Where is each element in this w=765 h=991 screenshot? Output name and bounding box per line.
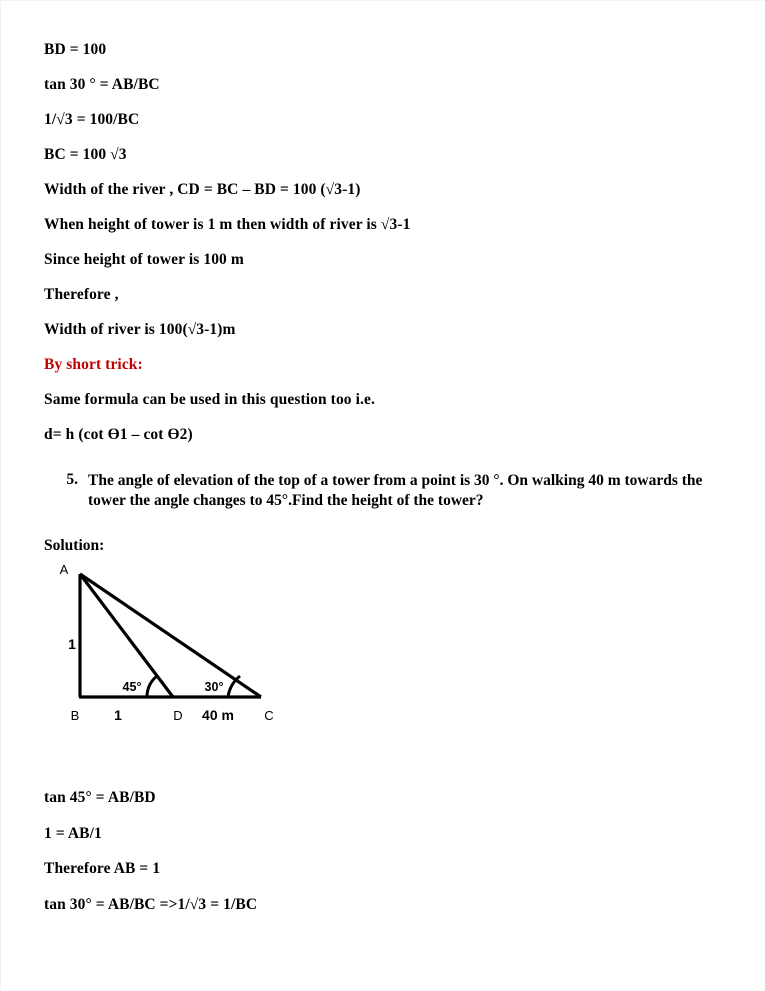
- question-item: [44, 462, 720, 512]
- triangle-diagram-svg: [44, 552, 304, 737]
- short-trick-line: Same formula can be used in this question too i.e.: [44, 391, 375, 408]
- vertex-label-C: C: [264, 708, 274, 723]
- triangle-figure: [44, 552, 304, 737]
- vertex-label-D: D: [173, 708, 183, 723]
- solution-label: Solution:: [44, 536, 105, 554]
- equation-line: Therefore AB = 1: [44, 860, 161, 877]
- upper-text-block: [44, 42, 720, 555]
- statement-line: Since height of tower is 100 m: [44, 251, 244, 268]
- equation-line: tan 45° = AB/BD: [44, 789, 156, 806]
- statement-line: Therefore ,: [44, 286, 119, 303]
- side-AC-line: [80, 574, 261, 697]
- side-label-height: 1: [68, 636, 76, 652]
- side-label-DC: 40 m: [202, 707, 234, 723]
- short-trick-formula: d= h (cot Ө1 – cot Ө2): [44, 426, 193, 443]
- lower-text-block: [44, 790, 720, 932]
- equation-line: tan 30° = AB/BC =>1/√3 = 1/BC: [44, 895, 258, 913]
- statement-line: Width of river is 100(√3-1)m: [44, 321, 236, 338]
- side-label-BD: 1: [114, 707, 122, 723]
- equation-line: 1 = AB/1: [44, 824, 102, 842]
- side-AD-line: [80, 574, 173, 697]
- equation-line: BD = 100: [44, 41, 107, 58]
- angle-label-45: 45°: [122, 680, 142, 694]
- angle-label-30: 30°: [204, 680, 224, 694]
- vertex-label-B: B: [70, 708, 80, 723]
- equation-line: Width of the river , CD = BC – BD = 100 (√3-1): [44, 181, 361, 198]
- equation-line: 1/√3 = 100/BC: [44, 111, 140, 128]
- vertex-label-A: A: [59, 562, 69, 577]
- equation-line: BC = 100 √3: [44, 146, 127, 163]
- angle-arc-45: [147, 676, 157, 697]
- question-number: 5.: [66, 471, 78, 488]
- short-trick-heading: By short trick:: [44, 356, 143, 373]
- question-text: The angle of elevation of the top of a tower from a point is 30 °. On walking 40 m towards the tower the angle changes to 45°.Find the height of the tower?: [88, 472, 703, 510]
- equation-line: tan 30 ° = AB/BC: [44, 76, 160, 93]
- statement-line: When height of tower is 1 m then width of river is √3-1: [44, 216, 411, 233]
